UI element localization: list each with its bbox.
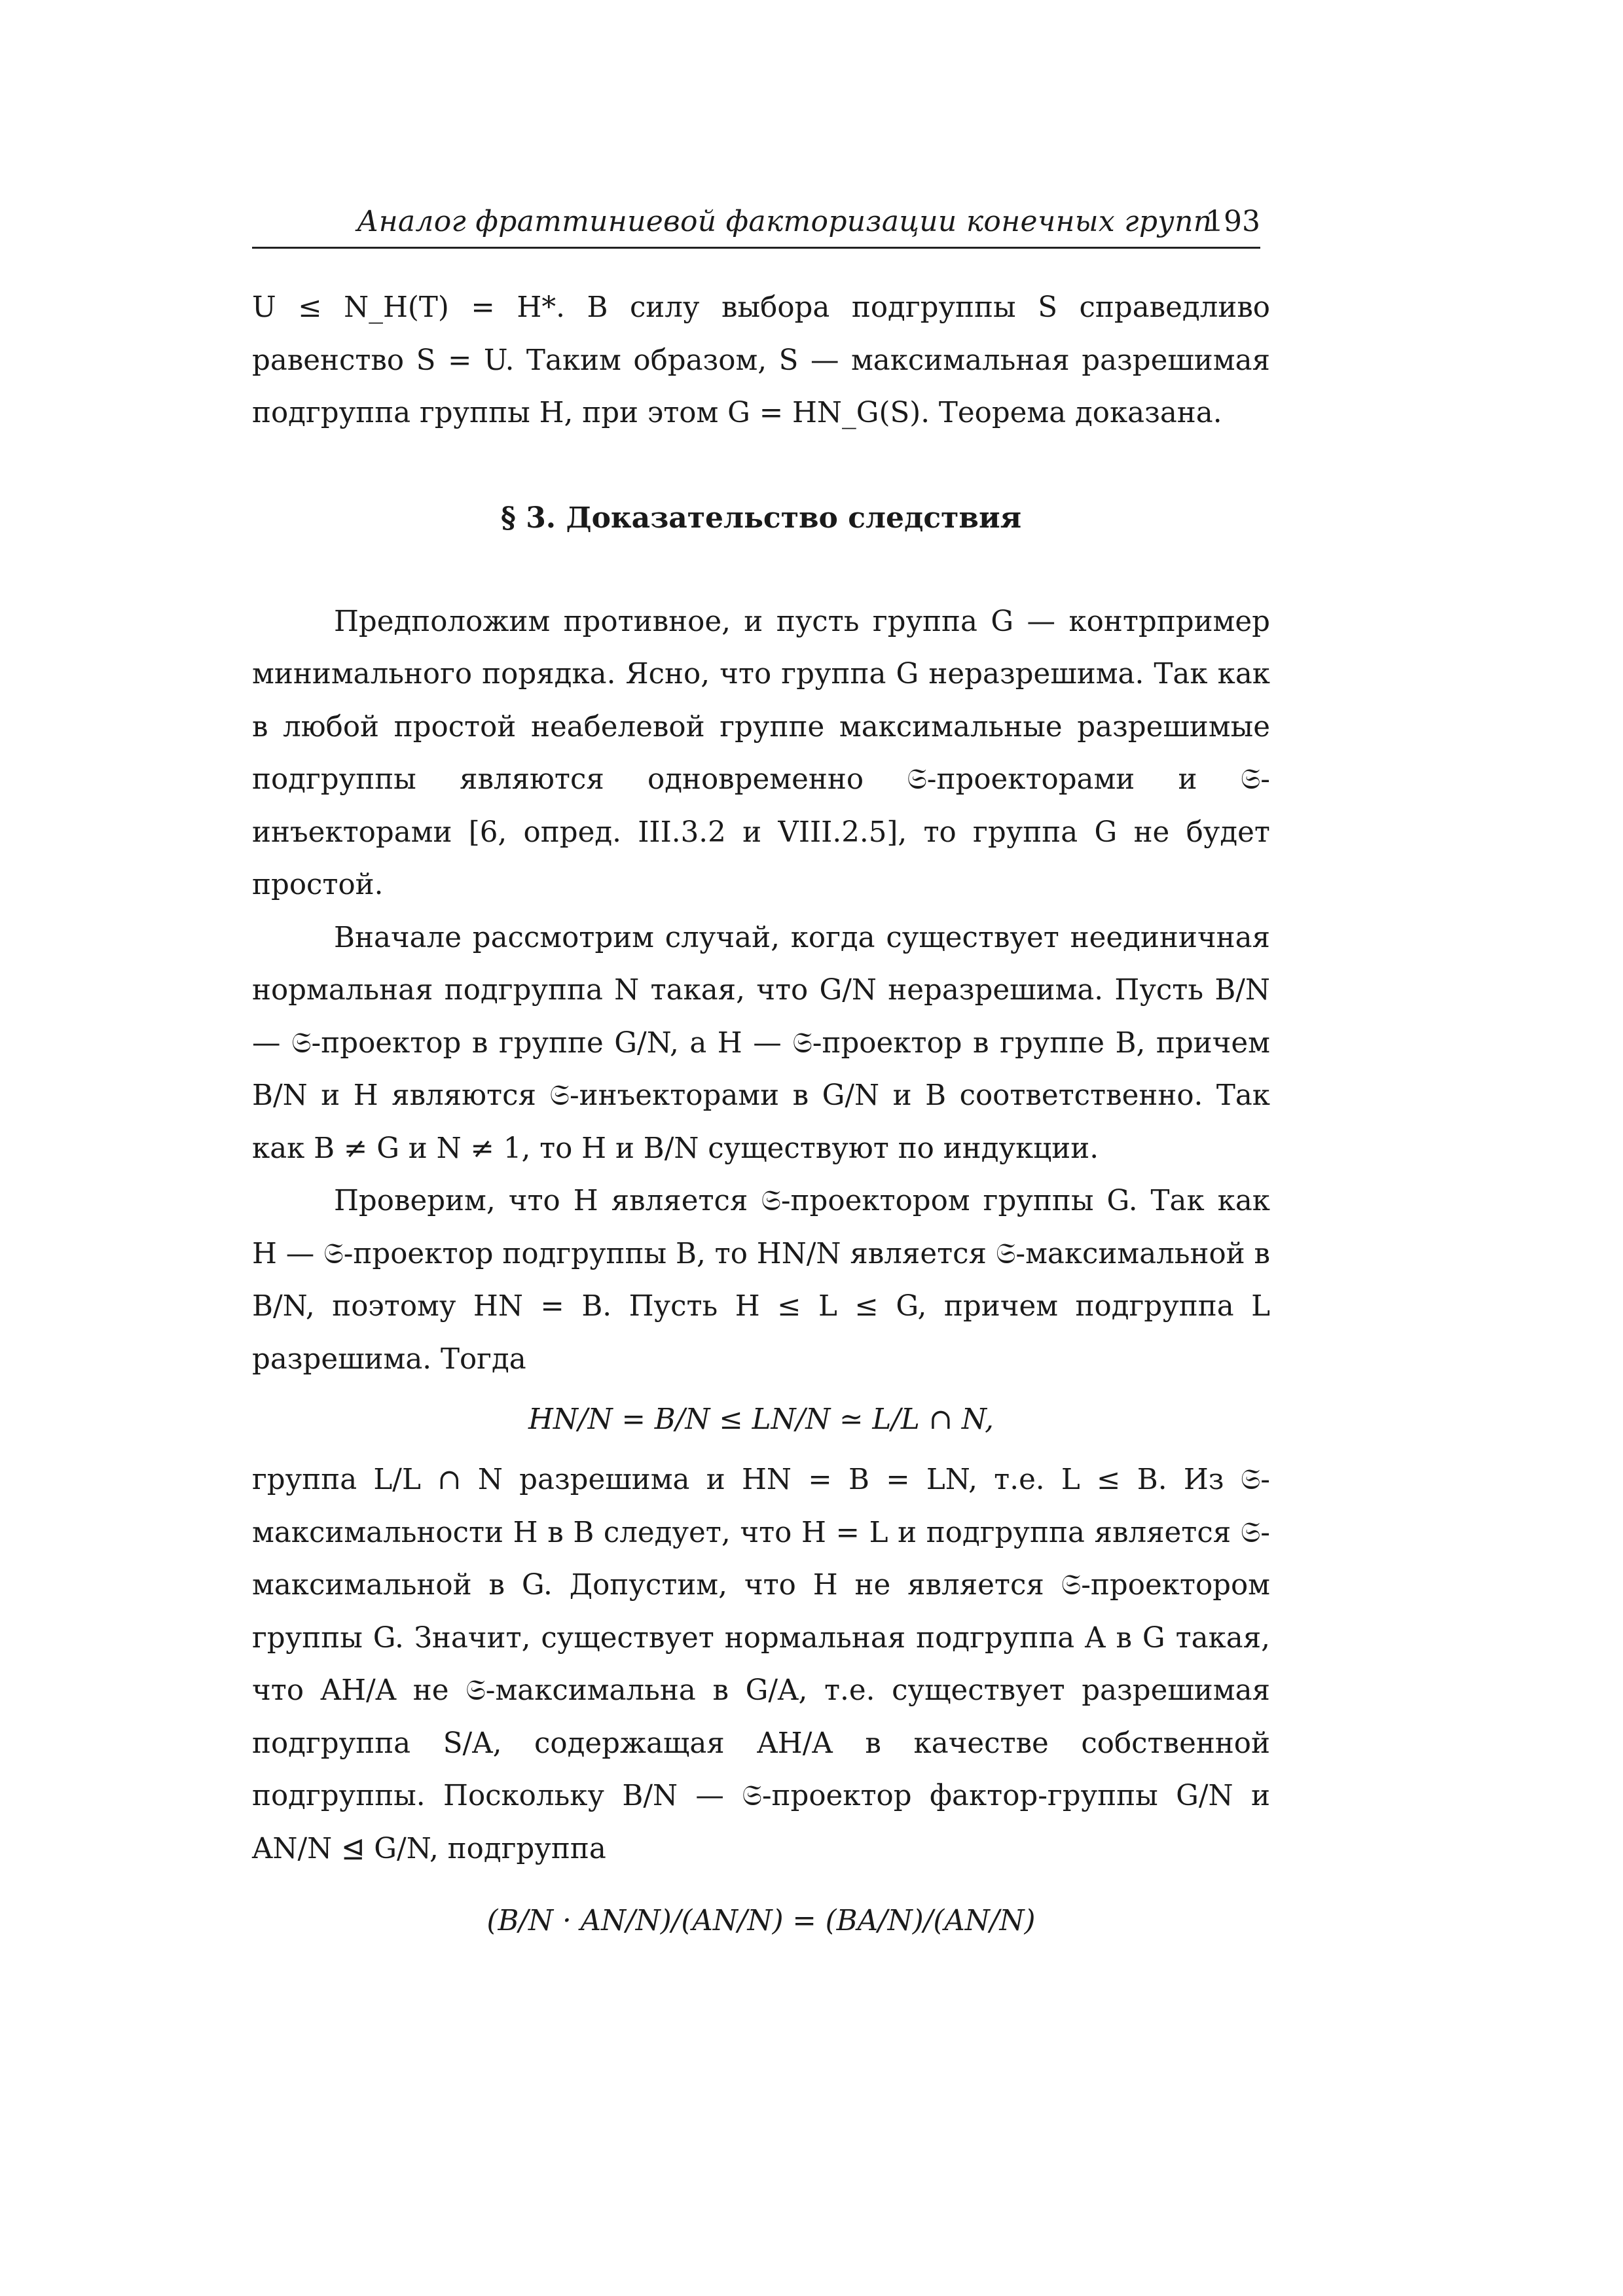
paragraph-3: Проверим, что H является 𝔖-проектором группы G. Так как H — 𝔖-проектор подгруппы B, то HN/N является 𝔖-максимальной в B/N, поэтому HN = B. Пусть H ≤ L ≤ G, причем подгруппа L разрешима. Тогда [252, 1185, 1270, 1376]
paragraph-2: Вначале рассмотрим случай, когда существует неединичная нормальная подгруппа N такая, что G/N неразрешима. Пусть B/N — 𝔖-проектор в группе G/N, а H — 𝔖-проектор в группе B, причем B/N и H являются 𝔖-инъекторами в G/N и B соответственно. Так как B ≠ G и N ≠ 1, то H и B/N существуют по индукции. [252, 921, 1270, 1165]
paragraph-1: Предположим противное, и пусть группа G — контрпример минимального порядка. Ясно, что группа G неразрешима. Так как в любой простой неабелевой группе максимальные разрешимые подгруппы являются одновременно 𝔖-проекторами и 𝔖-инъекторами [6, опред. III.3.2 и VIII.2.5], то группа G не будет простой. [252, 605, 1270, 901]
equation-2: (B/N · AN/N)/(AN/N) = (BA/N)/(AN/N) [486, 1905, 1036, 1937]
paragraph-4: группа L/L ∩ N разрешима и HN = B = LN, т.е. L ≤ B. Из 𝔖-максимальности H в B следует, что H = L и подгруппа является 𝔖-максимальной в G. Допустим, что H не является 𝔖-проектором группы G. Значит, существует нормальная подгруппа A в G такая, что AH/A не 𝔖-максимальна в G/A, т.е. существует разрешимая подгруппа S/A, содержащая AH/A в качестве собственной подгруппы. Поскольку B/N — 𝔖-проектор фактор-группы G/N и AN/N ⊴ G/N, подгруппа [252, 1463, 1271, 1865]
paragraph-intro: U ≤ N_H(T) = H*. В силу выбора подгруппы S справедливо равенство S = U. Таким образом, S — максимальная разрешимая подгруппа группы H, при этом G = HN_G(S). Теорема доказана. [252, 291, 1270, 429]
main-text [252, 281, 1270, 1947]
equation-1: HN/N = B/N ≤ LN/N ≃ L/L ∩ N, [528, 1403, 994, 1436]
page-number: 193 [1205, 205, 1260, 238]
running-head [252, 200, 1260, 249]
running-title: Аналог фраттиниевой факторизации конечных групп [357, 205, 1213, 238]
section-title: § 3. Доказательство следствия [500, 501, 1022, 535]
